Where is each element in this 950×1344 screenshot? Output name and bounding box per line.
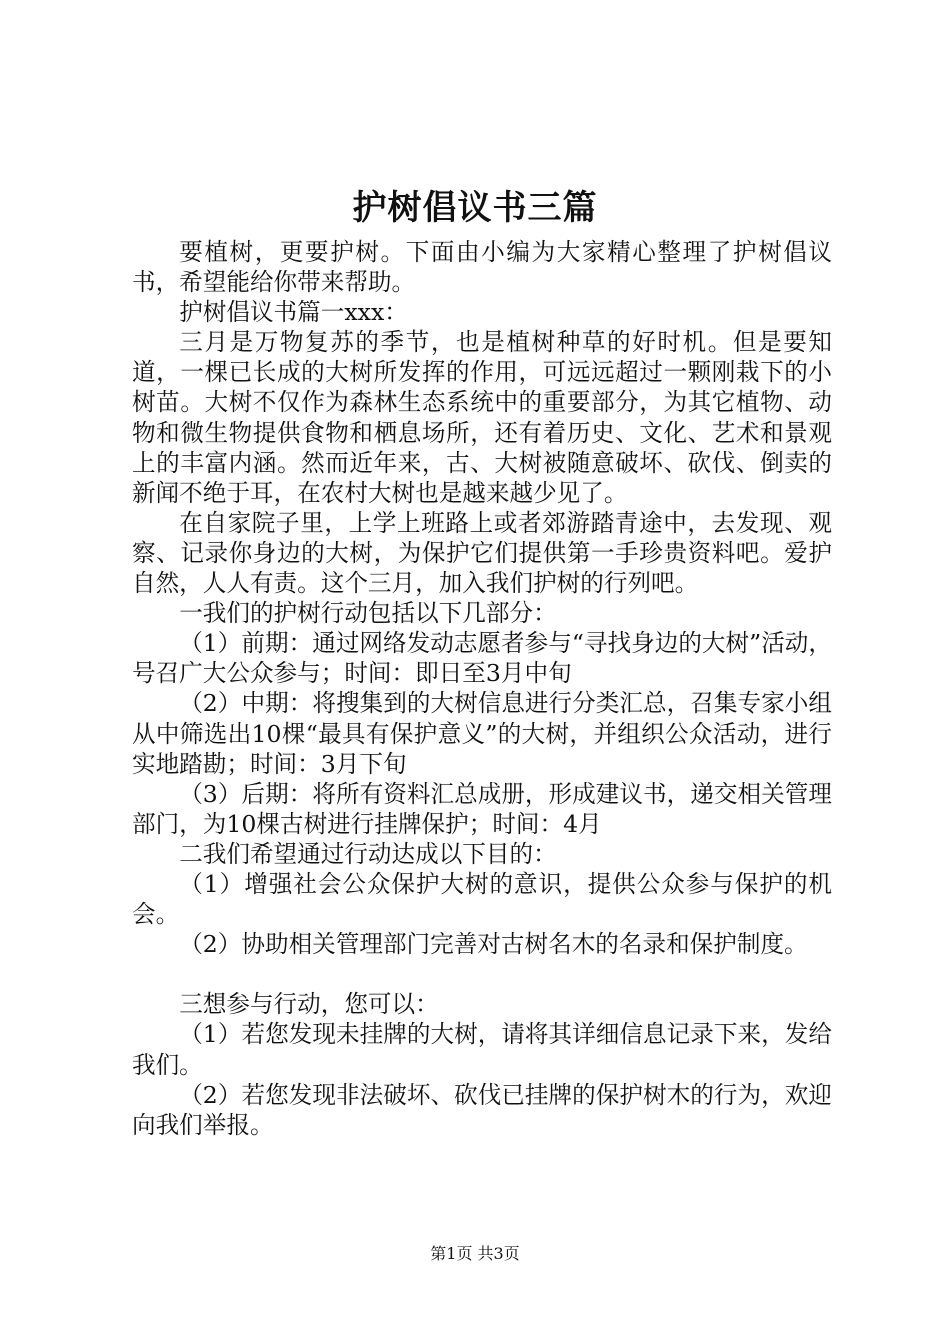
list-item-goal-awareness: （1）增强社会公众保护大树的意识，提供公众参与保护的机会。: [132, 869, 832, 929]
list-item-report: （2）若您发现非法破坏、砍伐已挂牌的保护树木的行为，欢迎向我们举报。: [132, 1080, 832, 1139]
paragraph-letter-heading: 护树倡议书篇一xxx：: [179, 298, 408, 327]
list-item-record-tree: （1）若您发现未挂牌的大树，请将其详细信息记录下来，发给我们。: [132, 1020, 832, 1079]
paragraph-march: 三月是万物复苏的季节，也是植树种草的好时机。但是要知道，一棵已长成的大树所发挥的作用，可远远超过一颗刚栽下的小树苗。大树不仅作为森林生态系统中的重要部分，为其它植物、动物和微生物提供食物和栖息场所，还有着历史、文化、艺术和景观上的丰富内涵。然而近年来，古、大树被随意破坏、砍伐、倒卖的新闻不绝于耳，在农村大树也是越来越少见了。: [132, 328, 832, 507]
document-title: 护树倡议书三篇: [352, 188, 598, 228]
section-heading-three: 三想参与行动，您可以：: [179, 990, 439, 1019]
list-item-late-phase: （3）后期：将所有资料汇总成册，形成建议书，递交相关管理部门，为10棵古树进行挂牌保护；时间：4月: [132, 779, 832, 838]
list-item-goal-protection: （2）协助相关管理部门完善对古树名木的名录和保护制度。: [179, 930, 808, 959]
paragraph-spacer: [132, 959, 832, 989]
list-item-early-phase: （1）前期：通过网络发动志愿者参与“寻找身边的大树”活动，号召广大公众参与；时间：即日至3月中旬: [132, 629, 832, 688]
document-body: [132, 237, 832, 1140]
paragraph-call-to-action: 在自家院子里，上学上班路上或者郊游踏青途中，去发现、观察、记录你身边的大树，为保护它们提供第一手珍贵资料吧。爱护自然，人人有责。这个三月，加入我们护树的行列吧。: [132, 508, 832, 598]
section-heading-two: 二我们希望通过行动达成以下目的：: [179, 839, 557, 868]
paragraph-intro: 要植树，更要护树。下面由小编为大家精心整理了护树倡议书，希望能给你带来帮助。: [132, 238, 832, 297]
section-heading-one: 一我们的护树行动包括以下几部分：: [179, 599, 557, 628]
page-number-footer: 第1页 共3页: [430, 1244, 520, 1263]
list-item-middle-phase: （2）中期：将搜集到的大树信息进行分类汇总，召集专家小组从中筛选出10棵“最具有保护意义”的大树，并组织公众活动，进行实地踏勘；时间：3月下旬: [132, 689, 832, 778]
